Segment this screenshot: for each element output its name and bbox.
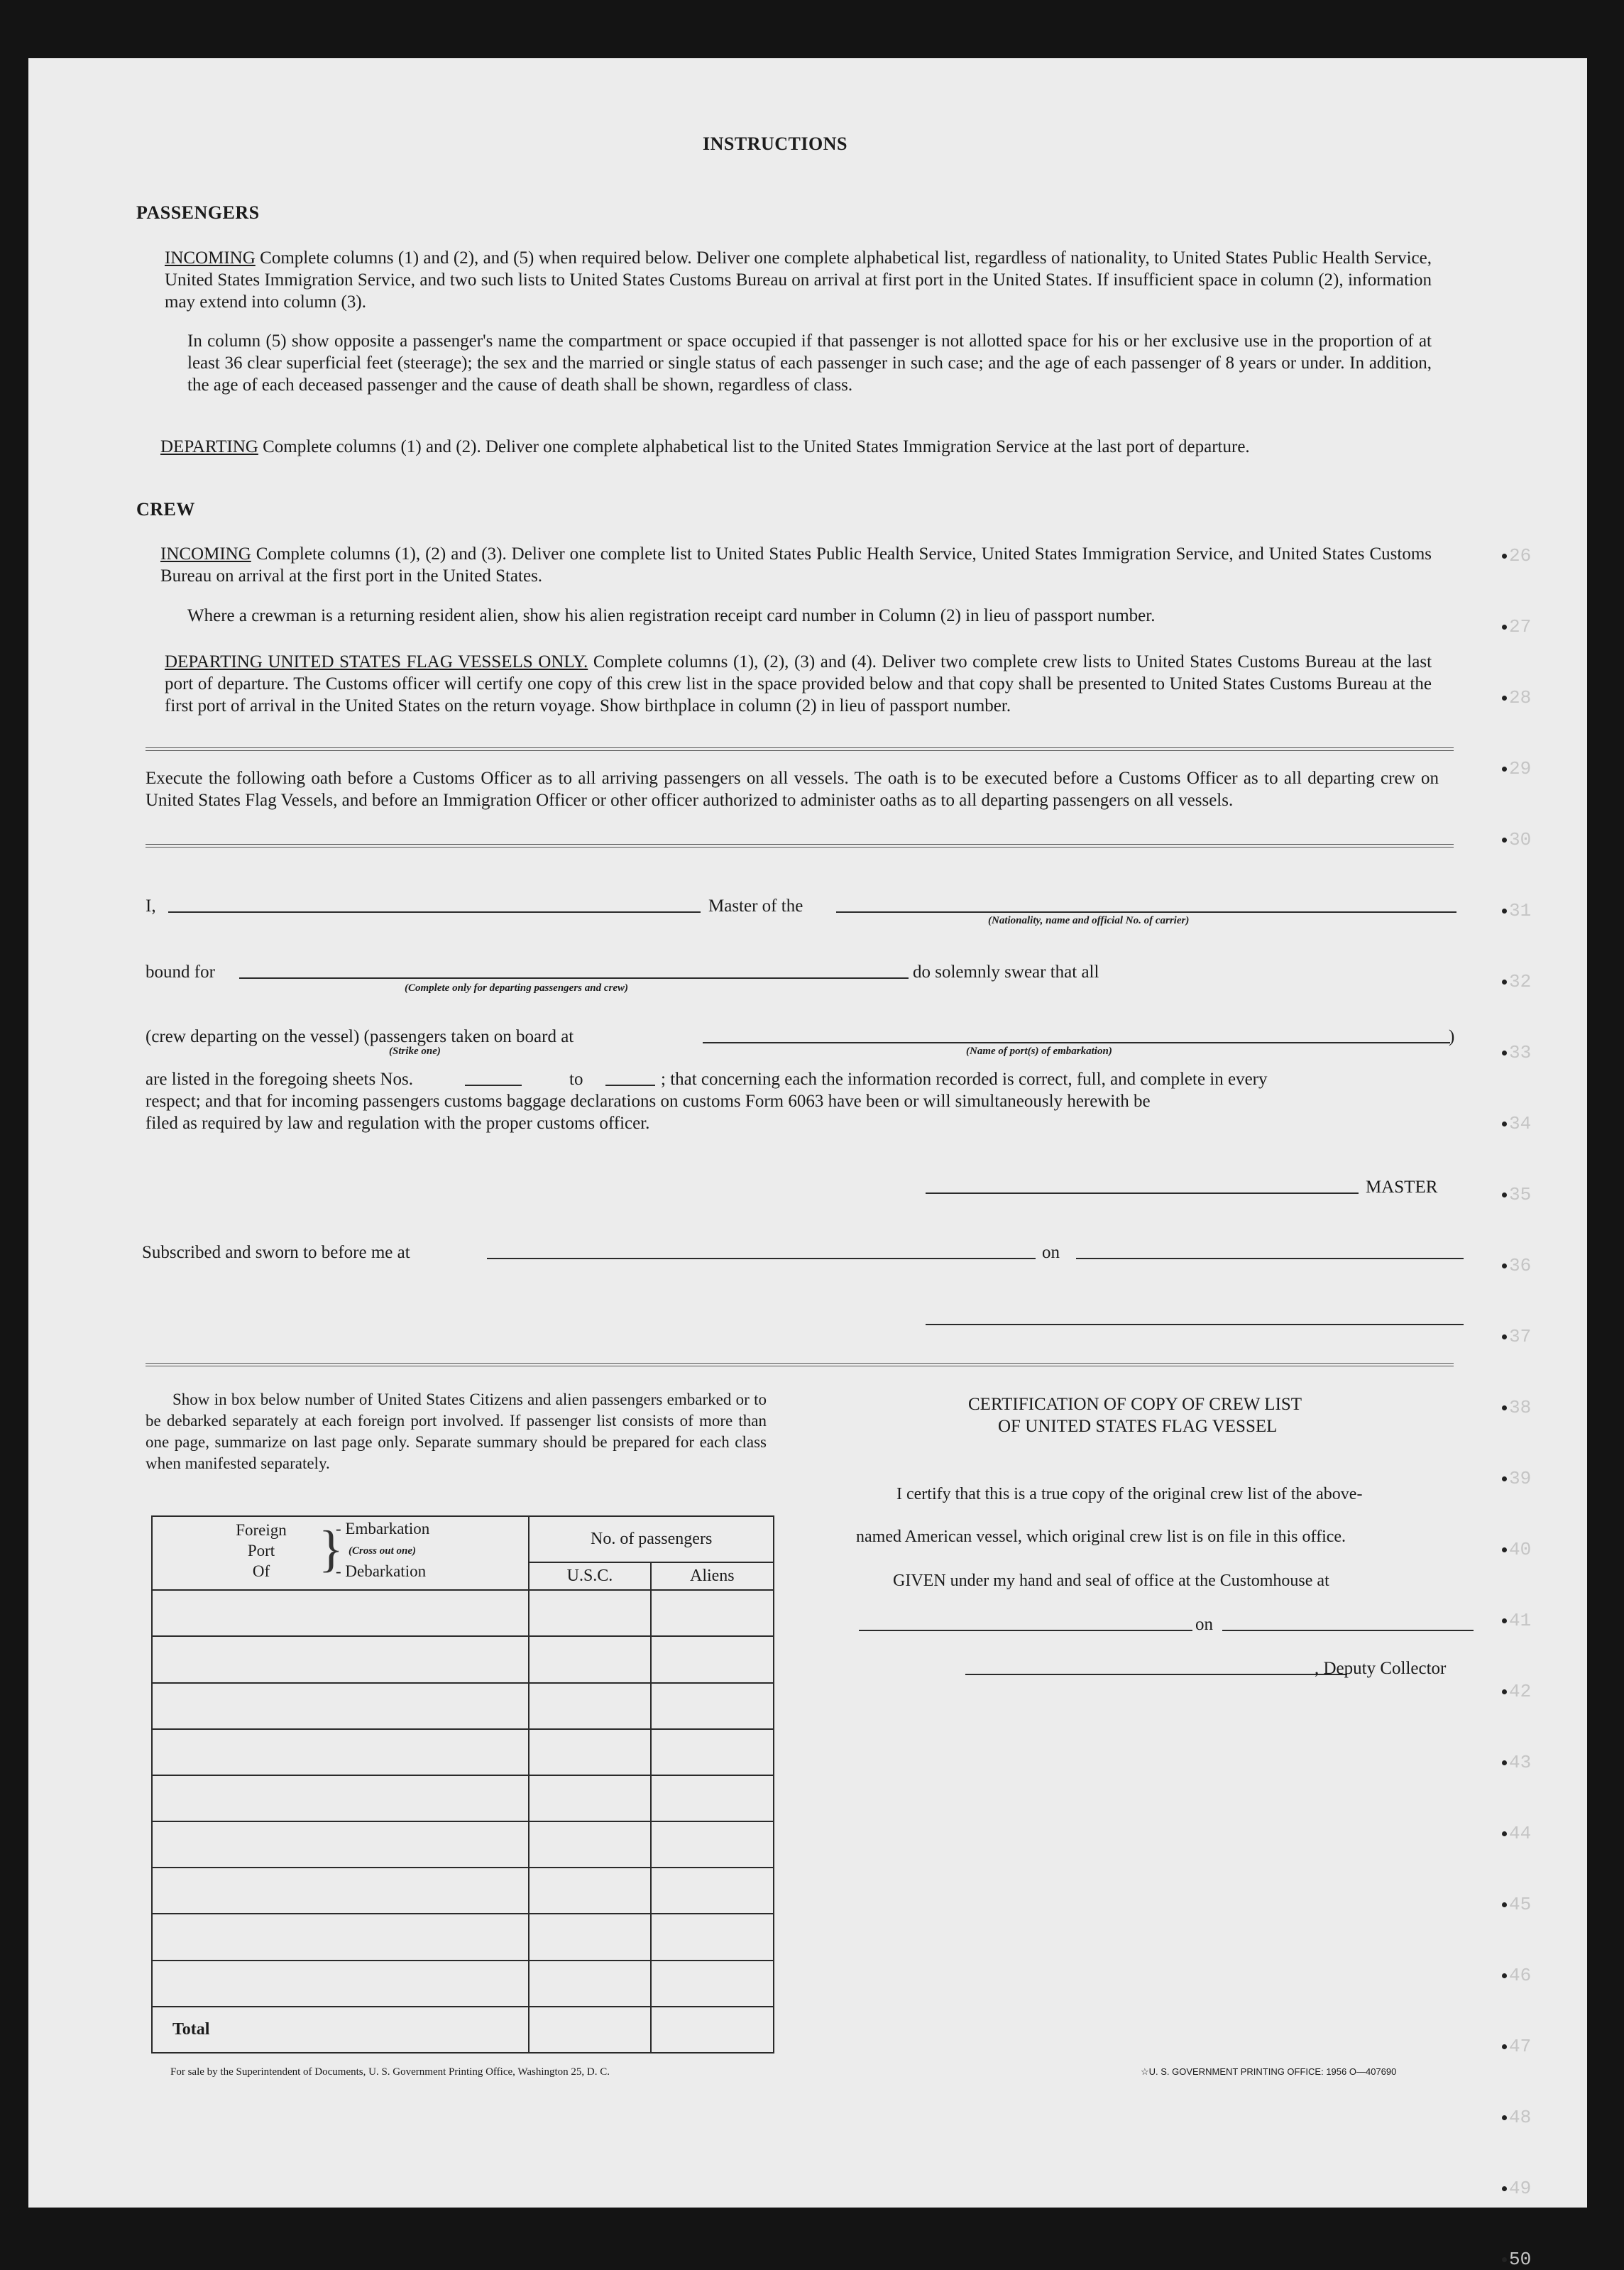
port-cell[interactable] xyxy=(152,1729,529,1775)
usc-cell[interactable] xyxy=(529,1821,650,1868)
margin-dot xyxy=(1502,909,1507,914)
margin-dot xyxy=(1502,625,1507,630)
bleed-number: 32 xyxy=(1509,971,1532,992)
bound-for-field[interactable] xyxy=(239,977,909,979)
ports-caption: (Name of port(s) of embarkation) xyxy=(966,1046,1112,1057)
subscribed-label: Subscribed and sworn to before me at xyxy=(142,1243,410,1262)
margin-dot xyxy=(1502,1192,1507,1197)
customhouse-field[interactable] xyxy=(859,1630,1192,1631)
foreign-port-header xyxy=(152,1516,529,1590)
embarkation-option[interactable]: - Embarkation xyxy=(336,1520,430,1537)
usc-header: U.S.C. xyxy=(529,1562,650,1590)
listed-to-label: to xyxy=(569,1070,583,1089)
usc-cell[interactable] xyxy=(529,1961,650,2007)
passengers-incoming xyxy=(165,247,1432,313)
crew-departing xyxy=(165,651,1432,717)
port-cell[interactable] xyxy=(152,1868,529,1914)
aliens-cell[interactable] xyxy=(651,1683,774,1729)
certification-title-2: OF UNITED STATES FLAG VESSEL xyxy=(998,1417,1278,1436)
usc-cell[interactable] xyxy=(529,1729,650,1775)
aliens-cell[interactable] xyxy=(651,1729,774,1775)
bleed-number: 46 xyxy=(1509,1965,1532,1986)
bleed-number: 37 xyxy=(1509,1326,1532,1347)
sheet-to-field[interactable] xyxy=(605,1085,655,1086)
crew-departing-label: DEPARTING UNITED STATES FLAG VESSELS ONLY. xyxy=(165,652,588,671)
divider xyxy=(146,844,1454,848)
crew-incoming xyxy=(160,543,1432,587)
margin-dot xyxy=(1502,1122,1507,1126)
debarkation-option[interactable]: - Debarkation xyxy=(336,1562,427,1580)
bleed-number: 26 xyxy=(1509,545,1532,566)
usc-cell[interactable] xyxy=(529,1914,650,1960)
bleed-number: 43 xyxy=(1509,1752,1532,1773)
close-paren: ) xyxy=(1449,1027,1455,1046)
usc-cell[interactable] xyxy=(529,1636,650,1682)
of-label: Of xyxy=(252,1562,270,1580)
port-cell[interactable] xyxy=(152,1914,529,1960)
port-cell[interactable] xyxy=(152,1821,529,1868)
certify-text-1: I certify that this is a true copy of the original crew list of the above- xyxy=(896,1485,1363,1503)
margin-dot xyxy=(1502,1760,1507,1765)
bleed-number: 31 xyxy=(1509,900,1532,921)
nationality-caption: (Nationality, name and official No. of carrier) xyxy=(988,915,1190,926)
given-text: GIVEN under my hand and seal of office at the Customhouse at xyxy=(893,1572,1329,1590)
margin-dot xyxy=(1502,767,1507,772)
oath-i-label: I, xyxy=(146,897,156,916)
margin-dot xyxy=(1502,2257,1507,2262)
certify-date-field[interactable] xyxy=(1222,1630,1474,1631)
total-aliens-cell[interactable] xyxy=(651,2007,774,2053)
oath-intro: Execute the following oath before a Customs Officer as to all arriving passengers on all vessels. The oath is to be executed before a Customs Officer as to all departing crew on United States Flag Vessels, and before an Immigration Officer or other officer authorized to administer oaths as to all departing passengers on all vessels. xyxy=(146,769,1439,810)
bleed-number: 50 xyxy=(1509,2249,1532,2270)
port-label: Port xyxy=(247,1542,275,1559)
passengers-heading: PASSENGERS xyxy=(136,202,260,223)
port-cell[interactable] xyxy=(152,1590,529,1636)
listed-text-3: respect; and that for incoming passengers customs baggage declarations on customs Form 6063 have been or will simultaneously herewith be xyxy=(146,1092,1151,1111)
port-cell[interactable] xyxy=(152,1961,529,2007)
margin-dot xyxy=(1502,696,1507,701)
margin-dot xyxy=(1502,1973,1507,1978)
passengers-incoming-label: INCOMING xyxy=(165,248,256,268)
usc-cell[interactable] xyxy=(529,1775,650,1821)
subscribed-date-field[interactable] xyxy=(1076,1258,1464,1259)
crew-heading: CREW xyxy=(136,499,195,520)
swear-text: do solemnly swear that all xyxy=(913,963,1099,982)
certify-on-label: on xyxy=(1195,1615,1213,1634)
bleed-number: 34 xyxy=(1509,1113,1532,1134)
summary-note: Show in box below number of United States Citizens and alien passengers embarked or to be debarked separately at each foreign port involved. If passenger list consists of more than one page, summarize on last page only. Separate summary should be prepared for each class when manifested separately. xyxy=(146,1391,767,1472)
aliens-header: Aliens xyxy=(651,1562,774,1590)
foreign-label: Foreign xyxy=(236,1521,287,1539)
margin-dot xyxy=(1502,1547,1507,1552)
passengers-departing-text: Complete columns (1) and (2). Deliver one complete alphabetical list to the United States Immigration Service at the last port of departure. xyxy=(263,437,1250,456)
strike-caption: (Strike one) xyxy=(389,1046,441,1057)
carrier-field[interactable] xyxy=(836,911,1456,913)
bleed-number: 41 xyxy=(1509,1610,1532,1631)
passengers-departing xyxy=(160,436,1432,458)
bleed-number: 49 xyxy=(1509,2178,1532,2199)
certification-title-1: CERTIFICATION OF COPY OF CREW LIST xyxy=(968,1395,1302,1414)
aliens-cell[interactable] xyxy=(651,1775,774,1821)
bleed-number: 30 xyxy=(1509,829,1532,850)
margin-dot xyxy=(1502,2044,1507,2049)
bleed-number: 36 xyxy=(1509,1255,1532,1276)
bleed-number: 47 xyxy=(1509,2036,1532,2057)
margin-dot xyxy=(1502,1831,1507,1836)
master-of-the-label: Master of the xyxy=(708,897,803,916)
bleed-number: 28 xyxy=(1509,687,1532,708)
margin-dot xyxy=(1502,1263,1507,1268)
no-passengers-header: No. of passengers xyxy=(529,1516,774,1562)
port-cell[interactable] xyxy=(152,1636,529,1682)
usc-cell[interactable] xyxy=(529,1590,650,1636)
column5-instructions: In column (5) show opposite a passenger's name the compartment or space occupied if that passenger is not allotted space for his or her exclusive use in the proportion of at least 36 clear superficial feet (steerage); the sex and the married or single status of each passenger in such case; and the age of each passenger of 8 years or under. In addition, the age of each deceased passenger and the cause of death shall be shown, regardless of class. xyxy=(187,331,1432,395)
margin-dot xyxy=(1502,554,1507,559)
ports-field[interactable] xyxy=(703,1042,1450,1043)
bleed-number: 42 xyxy=(1509,1681,1532,1702)
listed-text-2: ; that concerning each the information recorded is correct, full, and complete in every xyxy=(661,1070,1268,1089)
listed-text-4: filed as required by law and regulation with the proper customs officer. xyxy=(146,1114,650,1133)
aliens-cell[interactable] xyxy=(651,1636,774,1682)
bleed-number: 35 xyxy=(1509,1184,1532,1205)
crew-resident-alien: Where a crewman is a returning resident alien, show his alien registration receipt card number in Column (2) in lieu of passport number. xyxy=(187,606,1156,625)
passengers-departing-label: DEPARTING xyxy=(160,437,258,456)
bound-for-label: bound for xyxy=(146,963,215,982)
bleed-number: 38 xyxy=(1509,1397,1532,1418)
divider xyxy=(146,747,1454,751)
gpo-footnote: ☆U. S. GOVERNMENT PRINTING OFFICE: 1956 O—407690 xyxy=(1141,2066,1397,2077)
bleed-number: 44 xyxy=(1509,1823,1532,1844)
margin-dot xyxy=(1502,1334,1507,1339)
bleed-number: 40 xyxy=(1509,1539,1532,1560)
aliens-cell[interactable] xyxy=(651,1868,774,1914)
aliens-cell[interactable] xyxy=(651,1961,774,2007)
listed-sheets-label: are listed in the foregoing sheets Nos. xyxy=(146,1070,413,1089)
bleed-number: 29 xyxy=(1509,758,1532,779)
bleed-number: 33 xyxy=(1509,1042,1532,1063)
margin-dot xyxy=(1502,1902,1507,1907)
total-usc-cell[interactable] xyxy=(529,2007,650,2053)
usc-cell[interactable] xyxy=(529,1868,650,1914)
passenger-summary-table xyxy=(151,1515,774,2054)
margin-dot xyxy=(1502,1618,1507,1623)
subscribed-on-label: on xyxy=(1042,1243,1060,1262)
margin-dot xyxy=(1502,1689,1507,1694)
brace-icon: } xyxy=(319,1520,344,1577)
aliens-cell[interactable] xyxy=(651,1821,774,1868)
divider xyxy=(146,1363,1454,1366)
crew-incoming-label: INCOMING xyxy=(160,544,251,564)
bleed-number: 39 xyxy=(1509,1468,1532,1489)
port-cell[interactable] xyxy=(152,1775,529,1821)
sale-footnote: For sale by the Superintendent of Documents, U. S. Government Printing Office, Washington 25, D. C. xyxy=(170,2066,610,2078)
aliens-cell[interactable] xyxy=(651,1590,774,1636)
crew-incoming-text: Complete columns (1), (2) and (3). Deliver one complete list to United States Public Health Service, United States Immigration Service, and United States Customs Bureau on arrival at the first port in the United States. xyxy=(160,544,1432,586)
deputy-collector-label: , Deputy Collector xyxy=(1315,1659,1447,1678)
page-title: INSTRUCTIONS xyxy=(703,133,847,154)
deputy-signature-field[interactable] xyxy=(965,1674,1347,1675)
officer-signature-field[interactable] xyxy=(926,1324,1464,1325)
certify-text-2: named American vessel, which original crew list is on file in this office. xyxy=(856,1528,1346,1546)
master-signature-field[interactable] xyxy=(926,1192,1359,1194)
cross-out-caption: (Cross out one) xyxy=(349,1545,417,1557)
margin-dot xyxy=(1502,980,1507,985)
bleed-number: 48 xyxy=(1509,2107,1532,2128)
margin-dot xyxy=(1502,2115,1507,2120)
margin-dot xyxy=(1502,1051,1507,1056)
sheet-from-field[interactable] xyxy=(465,1085,522,1086)
bound-caption: (Complete only for departing passengers and crew) xyxy=(405,982,628,994)
usc-cell[interactable] xyxy=(529,1683,650,1729)
passengers-incoming-text: Complete columns (1) and (2), and (5) when required below. Deliver one complete alphabetical list, regardless of nationality, to United States Public Health Service, United States Immigration Service, and two such lists to United States Customs Bureau on arrival at first port in the United States. If insufficient space in column (2), information may extend into column (3). xyxy=(165,248,1432,312)
subscribed-place-field[interactable] xyxy=(487,1258,1036,1259)
bleed-number: 27 xyxy=(1509,616,1532,637)
master-name-field[interactable] xyxy=(168,911,701,913)
bleed-number: 45 xyxy=(1509,1894,1532,1915)
margin-dot xyxy=(1502,2186,1507,2191)
master-label: MASTER xyxy=(1366,1178,1438,1197)
margin-dot xyxy=(1502,1405,1507,1410)
crew-departing-text: Complete columns (1), (2), (3) and (4). Deliver two complete crew lists to United States Customs Bureau at the last port of departure. The Customs officer will certify one copy of this crew list in the space provided below and that copy shall be presented to United States Customs Bureau at the first port of arrival in the United States on the return voyage. Show birthplace in column (2) in lieu of passport number. xyxy=(165,652,1432,715)
port-cell[interactable] xyxy=(152,1683,529,1729)
aliens-cell[interactable] xyxy=(651,1914,774,1960)
margin-dot xyxy=(1502,1476,1507,1481)
crew-departing-option: (crew departing on the vessel) (passengers taken on board at xyxy=(146,1027,574,1046)
margin-dot xyxy=(1502,838,1507,843)
total-label: Total xyxy=(152,2007,529,2053)
